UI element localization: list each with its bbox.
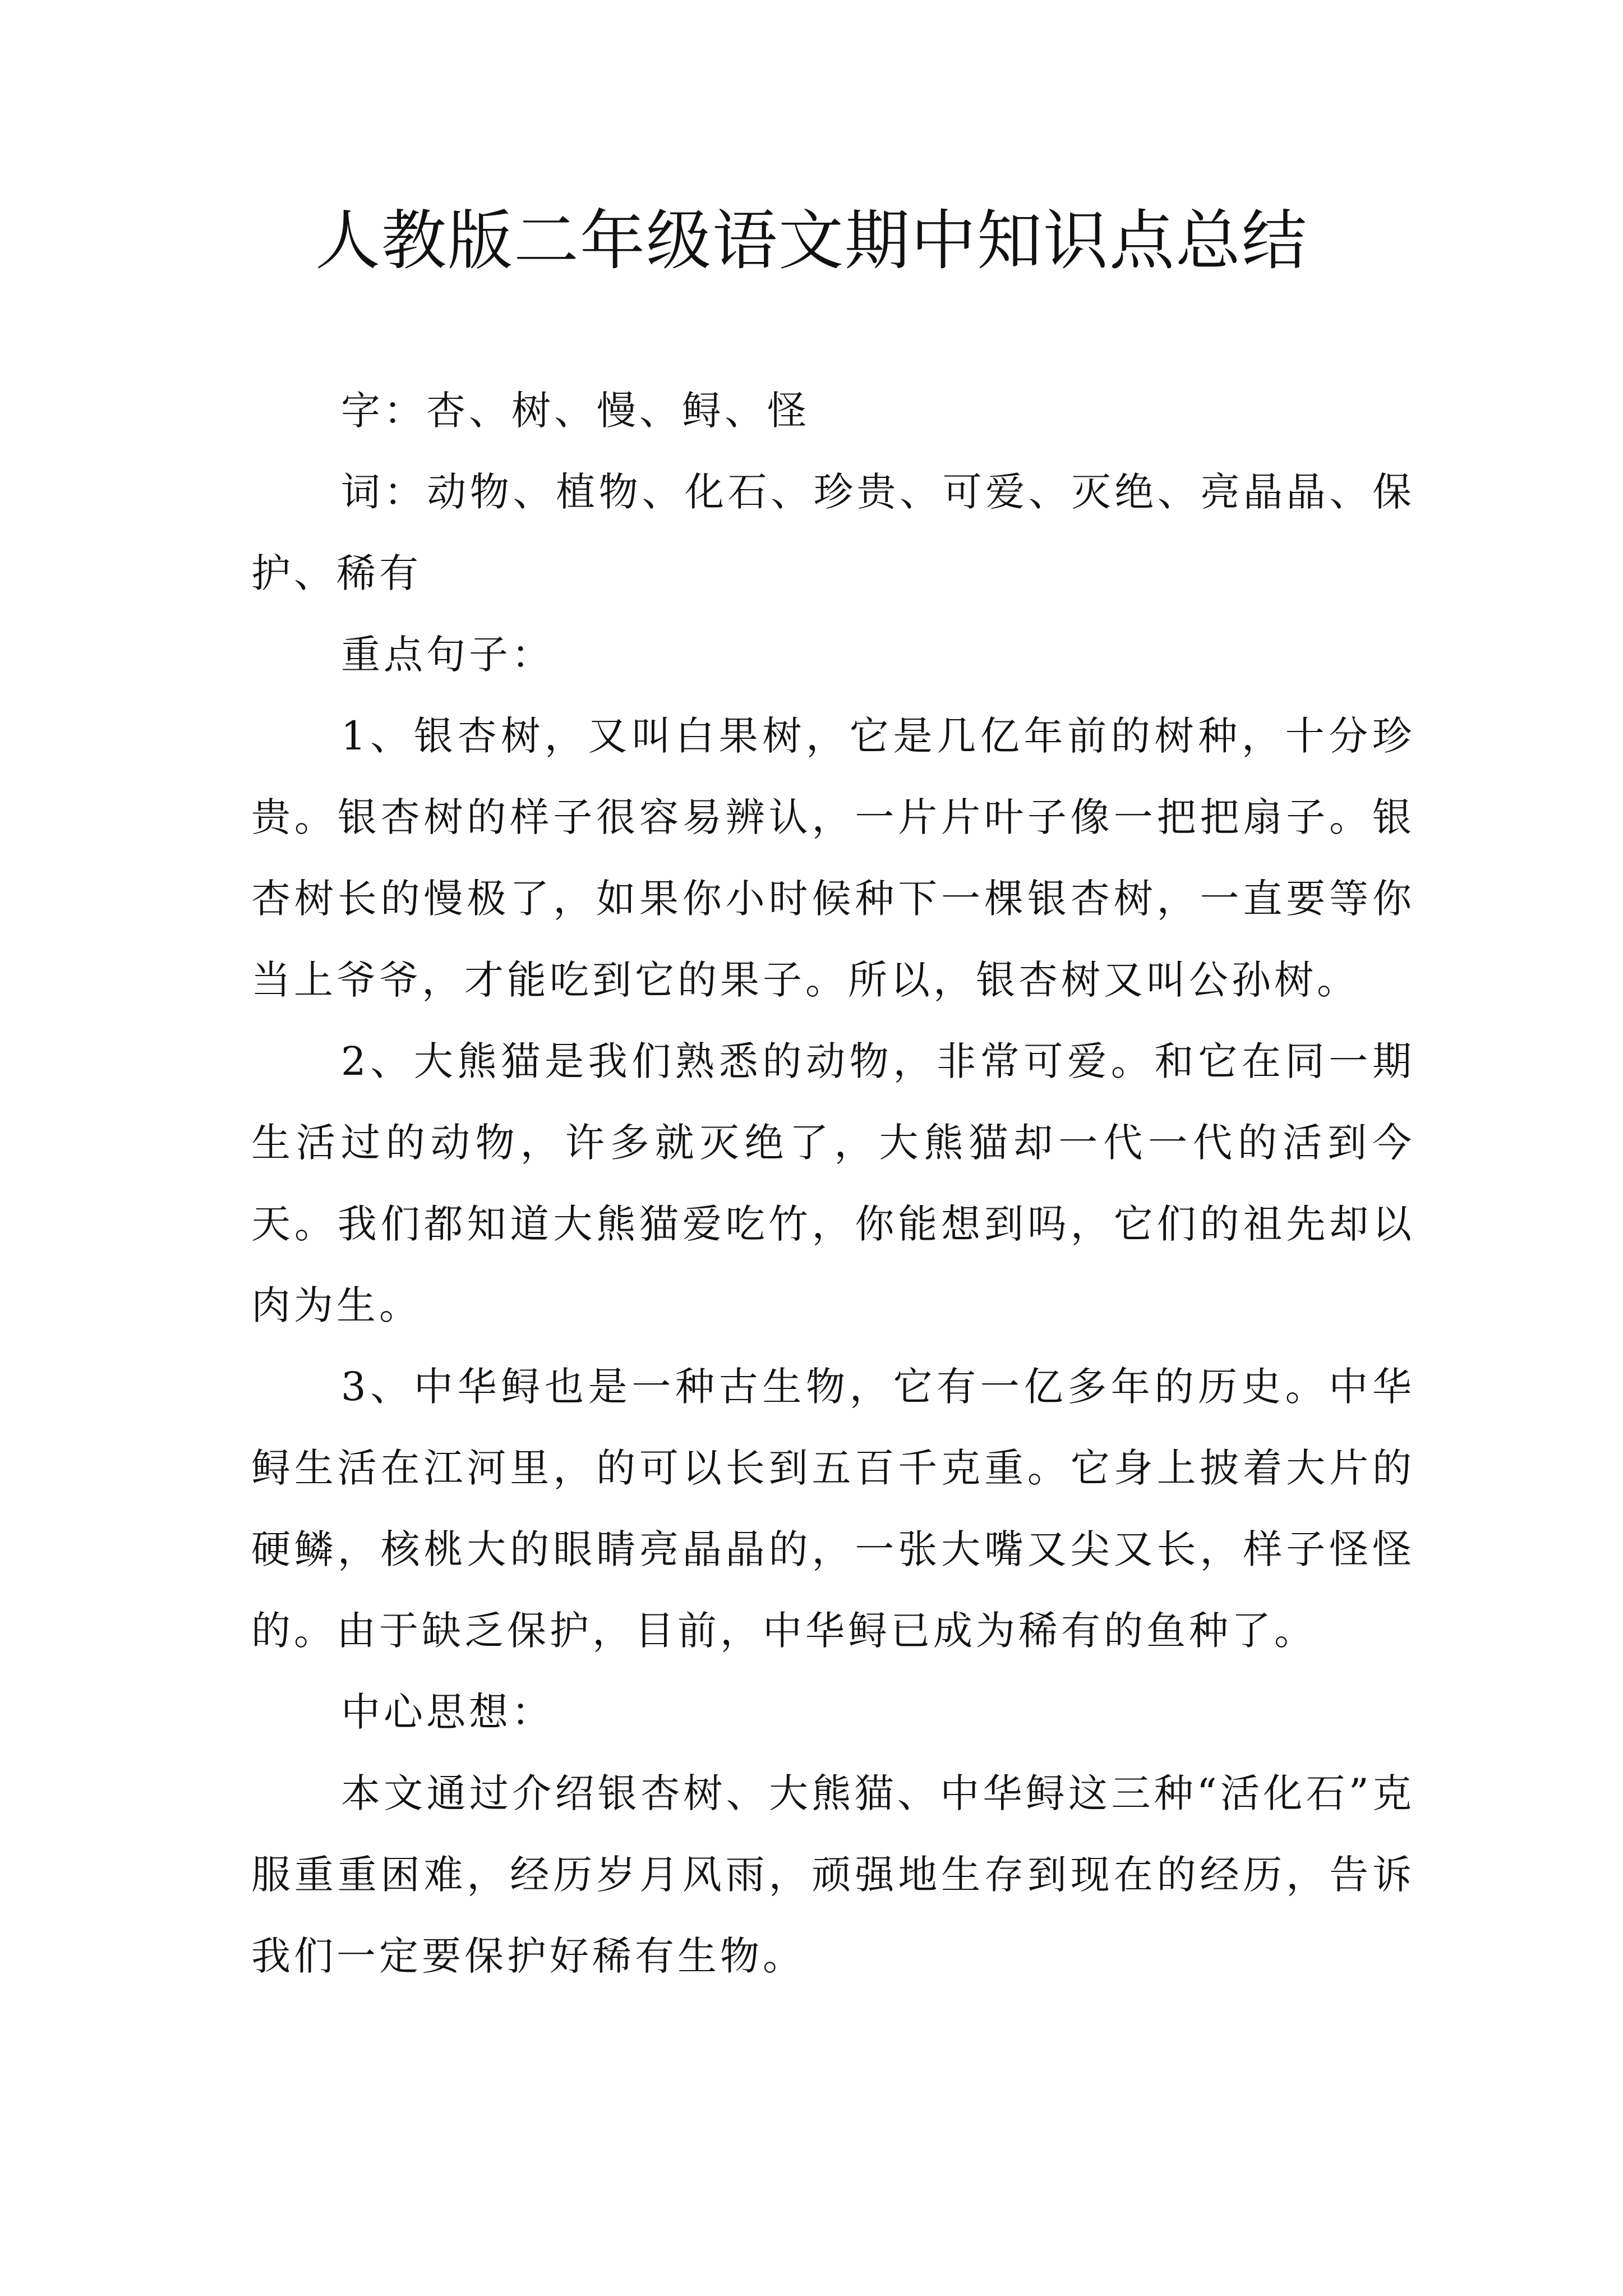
- paragraph-characters: 字：杏、树、慢、鲟、怪: [341, 388, 810, 434]
- paragraph-sentence-1: 1、银杏树，又叫白果树，它是几亿年前的树种，十分珍贵。银杏树的样子很容易辨认，一片片叶子像一把把扇子。银杏树长的慢极了，如果你小时候种下一棵银杏树，一直要等你当上爷爷，才能吃到它的果子。所以，银杏树又叫公孙树。: [251, 713, 1415, 1003]
- paragraph-central-idea: 本文通过介绍银杏树、大熊猫、中华鲟这三种“活化石”克服重重困难，经历岁月风雨，顽强地生存到现在的经历，告诉我们一定要保护好稀有生物。: [251, 1770, 1415, 1979]
- document-title: 人教版二年级语文期中知识点总结: [315, 203, 1308, 279]
- paragraph-words: 词：动物、植物、化石、珍贵、可爱、灭绝、亮晶晶、保护、稀有: [251, 469, 1415, 596]
- paragraph-central-idea-heading: 中心思想：: [341, 1689, 554, 1735]
- paragraph-sentence-2: 2、大熊猫是我们熟悉的动物，非常可爱。和它在同一期生活过的动物，许多就灭绝了，大熊猫却一代一代的活到今天。我们都知道大熊猫爱吃竹，你能想到吗，它们的祖先却以肉为生。: [251, 1038, 1415, 1328]
- document-body: [251, 370, 1415, 1997]
- paragraph-key-sentences-heading: 重点句子：: [341, 632, 554, 678]
- paragraph-sentence-3: 3、中华鲟也是一种古生物，它有一亿多年的历史。中华鲟生活在江河里，的可以长到五百千克重。它身上披着大片的硬鳞，核桃大的眼睛亮晶晶的，一张大嘴又尖又长，样子怪怪的。由于缺乏保护，目前，中华鲟已成为稀有的鱼种了。: [251, 1364, 1415, 1654]
